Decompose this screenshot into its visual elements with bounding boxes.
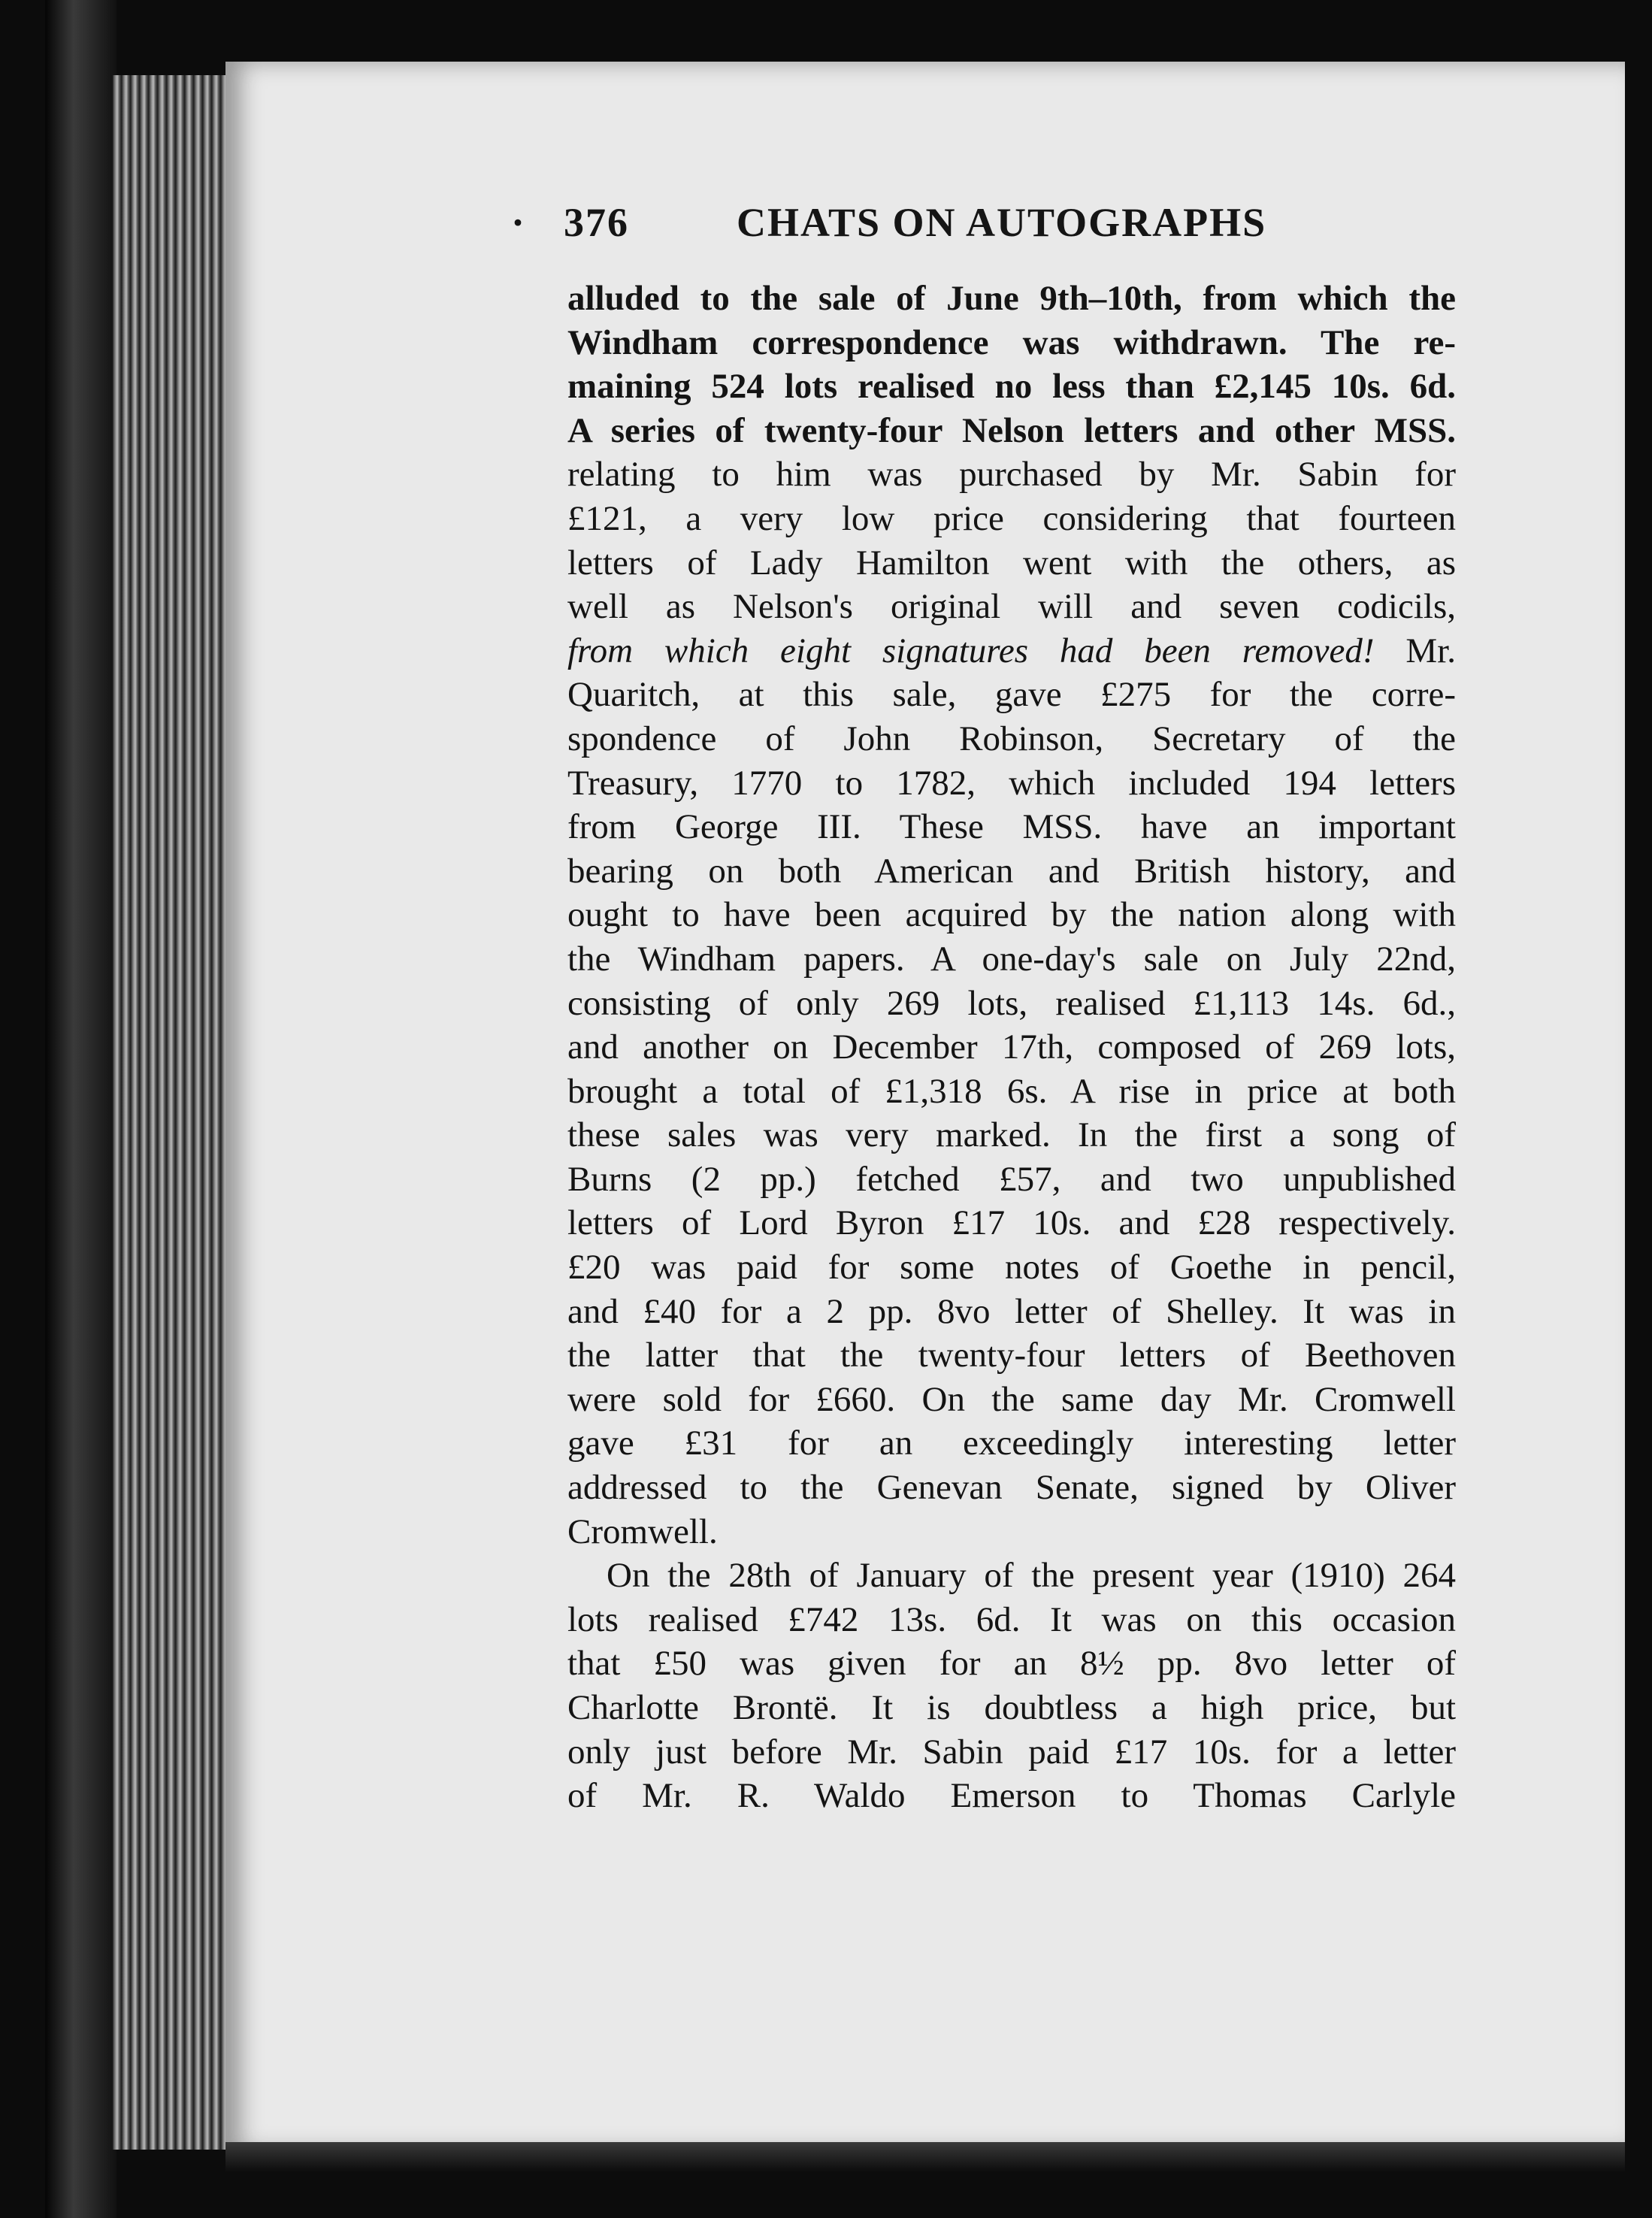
book-gutter-shadow [45,0,116,2218]
text-line: the latter that the twenty-four letters of Beethoven [567,1336,1456,1375]
text-line: Treasury, 1770 to 1782, which included 194 letters [567,763,1456,803]
text-line: were sold for £660. On the same day Mr. Cromwell [567,1379,1456,1419]
text-line: maining 524 lots realised no less than £2,145 10s. 6d. [567,367,1456,407]
text-line: letters of Lady Hamilton went with the others, as [567,543,1456,582]
text-line: spondence of John Robinson, Secretary of the [567,719,1456,758]
text-line: £20 was paid for some notes of Goethe in pencil, [567,1248,1456,1288]
text-line: and another on December 17th, composed of 269 lots, [567,1027,1456,1067]
text-line: the Windham papers. A one-day's sale on July 22nd, [567,939,1456,979]
italic-phrase: from which eight signatures had been removed! [567,631,1375,670]
text-line: alluded to the sale of June 9th–10th, from which the [567,279,1456,318]
text-line: Quaritch, at this sale, gave £275 for the corre- [567,675,1456,715]
text-line: On the 28th of January of the present year (1910) 264 [607,1556,1456,1596]
text-line: from George III. These MSS. have an important [567,807,1456,847]
text-line: of Mr. R. Waldo Emerson to Thomas Carlyle [567,1776,1456,1816]
page-header [511,199,1458,259]
line-suffix: Mr. [1405,631,1456,670]
text-line: A series of twenty-four Nelson letters and other MSS. [567,410,1456,450]
text-line: £121, a very low price considering that fourteen [567,498,1456,538]
header-marker: · [511,200,527,245]
text-line: Burns (2 pp.) fetched £57, and two unpublished [567,1159,1456,1199]
text-line: these sales was very marked. In the first a song of [567,1115,1456,1155]
text-line: letters of Lord Byron £17 10s. and £28 respectively. [567,1203,1456,1243]
page-bottom-shadow [225,2142,1625,2172]
text-line: relating to him was purchased by Mr. Sabin for [567,455,1456,495]
text-line: gave £31 for an exceedingly interesting letter [567,1424,1456,1463]
text-line: bearing on both American and British history, and [567,851,1456,891]
text-line: ought to have been acquired by the nation along with [567,895,1456,935]
text-line: and £40 for a 2 pp. 8vo letter of Shelley. It was in [567,1291,1456,1331]
text-line: Cromwell. [567,1511,718,1551]
text-line-italic [567,629,1456,673]
text-line: lots realised £742 13s. 6d. It was on this occasion [567,1599,1456,1639]
paragraph-2 [567,1554,1456,1818]
text-line: addressed to the Genevan Senate, signed by Oliver [567,1468,1456,1508]
page-edges [113,75,233,2150]
running-title: CHATS ON AUTOGRAPHS [737,200,1267,245]
body-text [567,277,1456,1818]
text-line: Charlotte Brontë. It is doubtless a high price, but [567,1688,1456,1727]
text-line: brought a total of £1,318 6s. A rise in price at both [567,1071,1456,1111]
text-line: Windham correspondence was withdrawn. The re- [567,322,1456,362]
text-line: consisting of only 269 lots, realised £1,113 14s. 6d., [567,983,1456,1023]
text-line: that £50 was given for an 8½ pp. 8vo letter of [567,1644,1456,1684]
text-line: well as Nelson's original will and seven codicils, [567,587,1456,627]
paragraph-1-opening [567,277,1456,452]
paragraph-1 [567,452,1456,1554]
text-line: only just before Mr. Sabin paid £17 10s. for a letter [567,1732,1456,1772]
page-number: 376 [564,200,629,245]
